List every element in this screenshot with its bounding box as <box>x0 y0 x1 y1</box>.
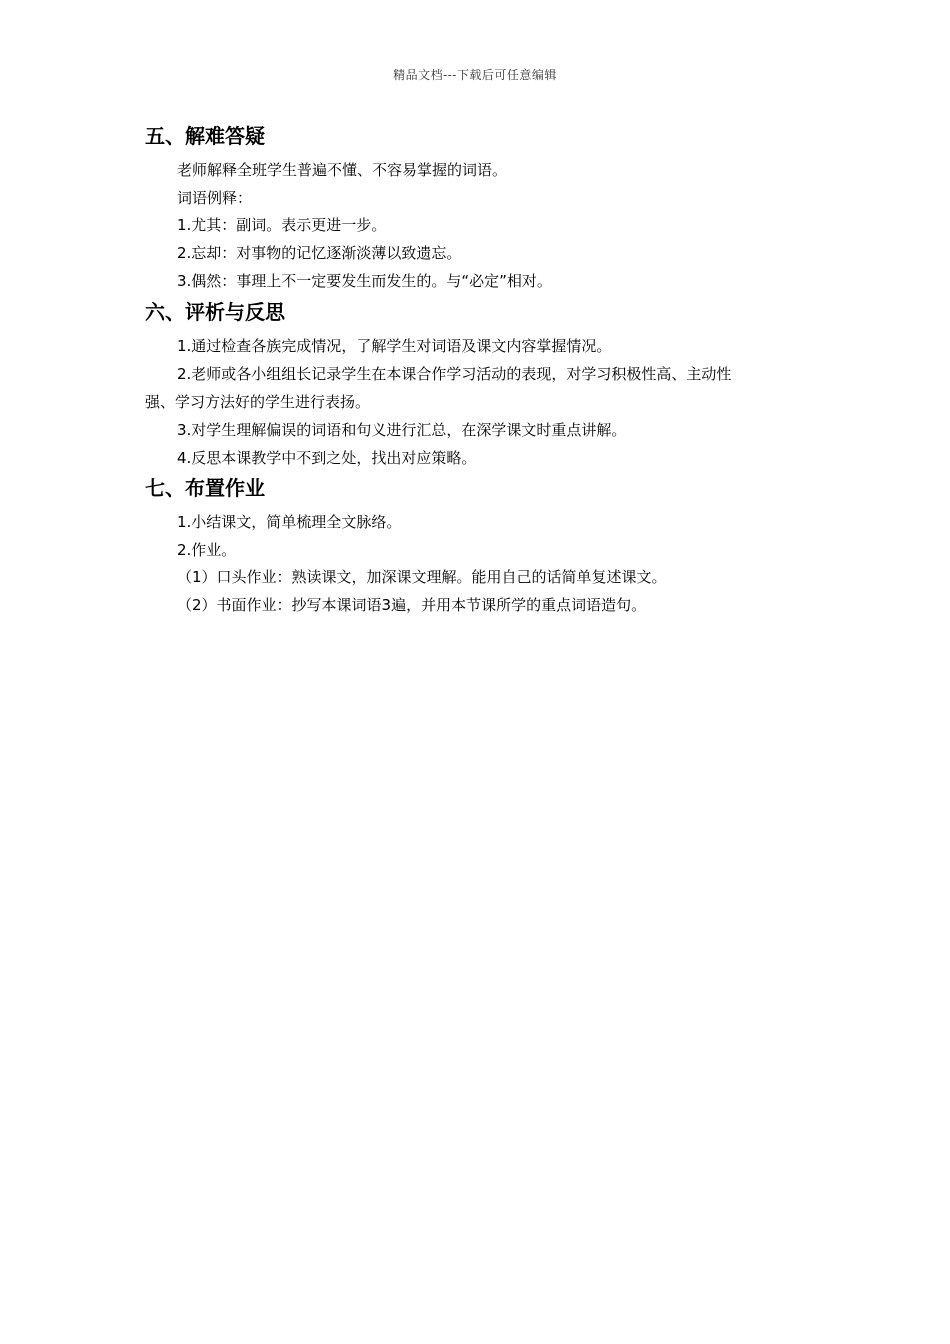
section-6-line-2-cont: 强、学习方法好的学生进行表扬。 <box>145 393 371 411</box>
section-6-line-1: 1.通过检查各族完成情况，了解学生对词语及课文内容掌握情况。 <box>177 337 612 355</box>
section-5-line-5: 3.偶然：事理上不一定要发生而发生的。与“必定”相对。 <box>177 272 552 290</box>
section-title-6: 六、评析与反思 <box>145 300 285 324</box>
section-title-7: 七、布置作业 <box>145 476 265 500</box>
section-6-line-4: 4.反思本课教学中不到之处，找出对应策略。 <box>177 449 477 467</box>
section-5-line-2: 词语例释： <box>177 189 253 207</box>
section-7-line-2: 2.作业。 <box>177 541 237 559</box>
section-7-line-1: 1.小结课文，简单梳理全文脉络。 <box>177 513 402 531</box>
section-7-line-3: （1）口头作业：熟读课文，加深课文理解。能用自己的话简单复述课文。 <box>177 568 667 586</box>
page-header: 精品文档---下载后可任意编辑 <box>393 68 557 82</box>
section-title-5: 五、解难答疑 <box>145 124 265 148</box>
section-5-line-3: 1.尤其：副词。表示更进一步。 <box>177 216 387 234</box>
section-7-line-4: （2）书面作业：抄写本课词语3遍，并用本节课所学的重点词语造句。 <box>177 596 647 614</box>
section-6-line-3: 3.对学生理解偏误的词语和句义进行汇总，在深学课文时重点讲解。 <box>177 421 627 439</box>
section-6-line-2: 2.老师或各小组组长记录学生在本课合作学习活动的表现，对学习积极性高、主动性 <box>177 365 732 383</box>
section-5-line-4: 2.忘却：对事物的记忆逐渐淡薄以致遗忘。 <box>177 244 462 262</box>
section-5-line-1: 老师解释全班学生普遍不懂、不容易掌握的词语。 <box>177 161 508 179</box>
